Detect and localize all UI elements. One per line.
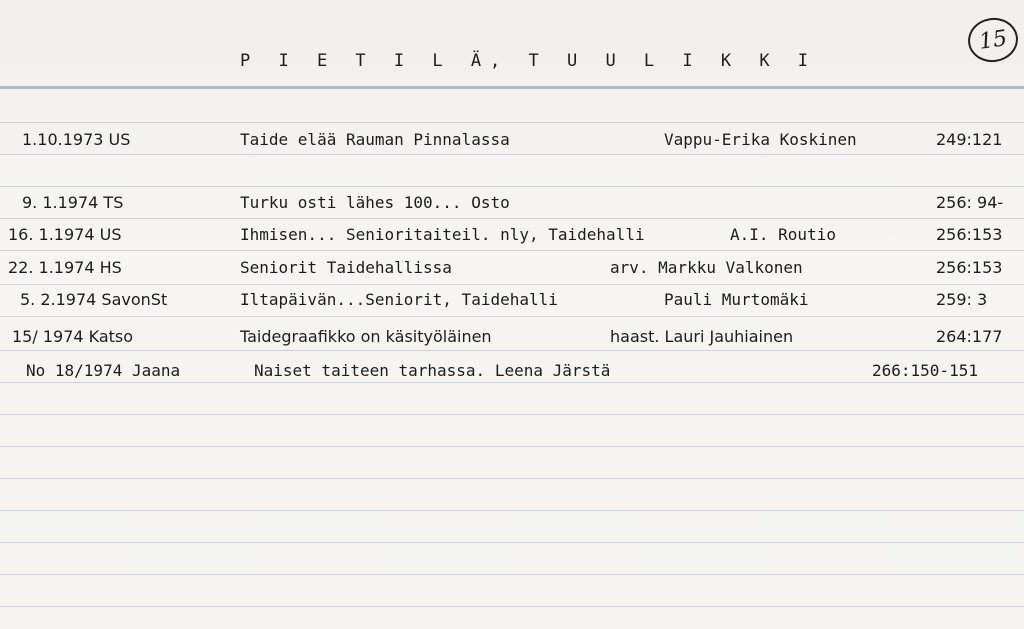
entry-title: Iltapäivän...Seniorit, Taidehalli xyxy=(240,290,558,309)
entry-author: A.I. Routio xyxy=(730,225,836,244)
entry-title: Naiset taiteen tarhassa. Leena Järstä xyxy=(254,361,611,380)
card-number: 15 xyxy=(977,25,1009,55)
entry-title: Turku osti lähes 100... Osto xyxy=(240,193,510,212)
ruled-line xyxy=(0,218,1024,219)
card-heading: P I E T I L Ä, T U U L I K K I xyxy=(240,51,818,71)
entry-date: 16. 1.1974 US xyxy=(8,225,122,244)
ruled-line xyxy=(0,122,1024,123)
entry-author: Vappu-Erika Koskinen xyxy=(664,130,857,149)
entry-ref: 256: 94- xyxy=(936,193,1004,212)
ruled-line xyxy=(0,154,1024,155)
entry-date: 1.10.1973 US xyxy=(22,130,131,149)
ruled-line xyxy=(0,414,1024,415)
card-number-circle xyxy=(965,15,1021,66)
entry-ref: 256:153 xyxy=(936,225,1003,244)
header-rule xyxy=(0,86,1024,89)
entry-ref: 264:177 xyxy=(936,327,1003,346)
ruled-line xyxy=(0,542,1024,543)
entry-ref: 256:153 xyxy=(936,258,1003,277)
entry-title: Seniorit Taidehallissa xyxy=(240,258,452,277)
entry-date: 5. 2.1974 SavonSt xyxy=(20,290,168,309)
ruled-line xyxy=(0,382,1024,383)
ruled-line xyxy=(0,478,1024,479)
ruled-line xyxy=(0,510,1024,511)
entry-date: No 18/1974 Jaana xyxy=(26,361,181,380)
entry-title: Taidegraafikko on käsityöläinen xyxy=(240,327,492,346)
entry-title: Taide elää Rauman Pinnalassa xyxy=(240,130,510,149)
entry-date: 22. 1.1974 HS xyxy=(8,258,122,277)
ruled-line xyxy=(0,574,1024,575)
entry-date: 9. 1.1974 TS xyxy=(22,193,124,212)
entry-ref: 259: 3 xyxy=(936,290,988,309)
ruled-line xyxy=(0,250,1024,251)
entry-ref: 249:121 xyxy=(936,130,1003,149)
ruled-line xyxy=(0,606,1024,607)
ruled-line xyxy=(0,350,1024,351)
entry-title: Ihmisen... Senioritaiteil. nly, Taidehalli xyxy=(240,225,645,244)
entry-author: Pauli Murtomäki xyxy=(664,290,809,309)
ruled-line xyxy=(0,316,1024,317)
ruled-line xyxy=(0,186,1024,187)
entry-author: haast. Lauri Jauhiainen xyxy=(610,327,794,346)
entry-author: arv. Markku Valkonen xyxy=(610,258,803,277)
entry-ref: 266:150-151 xyxy=(872,361,978,380)
ruled-line xyxy=(0,284,1024,285)
ruled-line xyxy=(0,446,1024,447)
entry-date: 15/ 1974 Katso xyxy=(12,327,134,346)
